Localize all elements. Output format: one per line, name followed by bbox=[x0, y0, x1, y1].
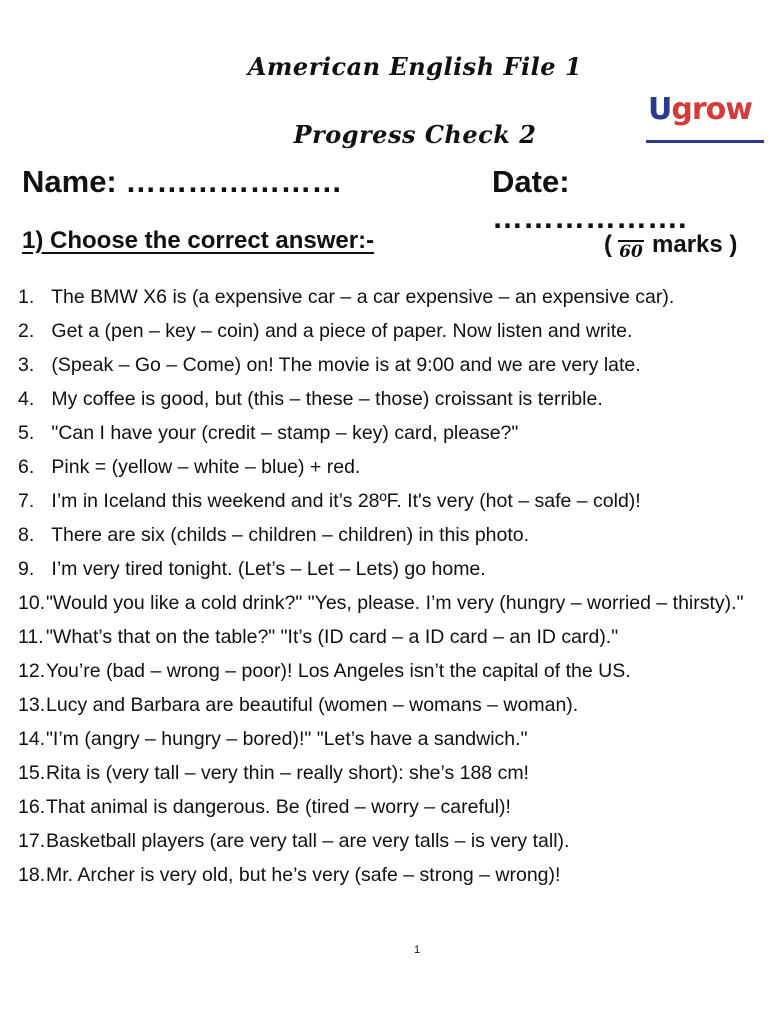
question-item bbox=[18, 722, 766, 756]
question-number: 13. bbox=[18, 694, 46, 716]
question-number: 12. bbox=[18, 660, 46, 682]
question-number: 15. bbox=[18, 762, 46, 784]
question-text: My coffee is good, but (this – these – those) croissant is terrible. bbox=[51, 388, 603, 410]
question-item bbox=[18, 314, 766, 348]
question-item bbox=[18, 348, 766, 382]
question-text: Mr. Archer is very old, but he’s very (safe – strong – wrong)! bbox=[46, 864, 561, 886]
question-text: I’m in Iceland this weekend and it’s 28ºF. It's very (hot – safe – cold)! bbox=[51, 490, 641, 512]
question-text: "What’s that on the table?" "It’s (ID card – a ID card – an ID card)." bbox=[46, 626, 619, 648]
question-number: 4. bbox=[18, 388, 35, 410]
question-item bbox=[18, 756, 766, 790]
marks-box bbox=[604, 228, 737, 262]
question-text: I’m very tired tonight. (Let’s – Let – Lets) go home. bbox=[51, 558, 486, 580]
question-item bbox=[18, 518, 766, 552]
question-item bbox=[18, 688, 766, 722]
question-item bbox=[18, 484, 766, 518]
question-number: 10. bbox=[18, 592, 46, 614]
question-number: 11. bbox=[18, 626, 44, 648]
document-subtitle: Progress Check 2 bbox=[293, 120, 537, 149]
date-field: Date: ………………. bbox=[492, 164, 687, 235]
ugrow-logo bbox=[646, 86, 766, 146]
question-text: Rita is (very tall – very thin – really short): she’s 188 cm! bbox=[46, 762, 529, 784]
question-item bbox=[18, 416, 766, 450]
question-text: There are six (childs – children – children) in this photo. bbox=[51, 524, 530, 546]
logo-letter-u: U bbox=[648, 92, 672, 127]
marks-denominator: 60 bbox=[619, 242, 643, 262]
name-field: Name: ………………… bbox=[22, 164, 343, 199]
question-item bbox=[18, 824, 766, 858]
document-title: American English File 1 bbox=[247, 52, 583, 81]
question-text: The BMW X6 is (a expensive car – a car expensive – an expensive car). bbox=[51, 286, 675, 308]
question-item bbox=[18, 280, 766, 314]
question-item bbox=[18, 586, 766, 620]
question-item bbox=[18, 552, 766, 586]
question-number: 2. bbox=[18, 320, 35, 342]
question-list bbox=[18, 280, 766, 892]
marks-fraction bbox=[618, 228, 644, 262]
question-number: 18. bbox=[18, 864, 46, 886]
question-number: 1. bbox=[18, 286, 35, 308]
question-number: 7. bbox=[18, 490, 35, 512]
question-text: "Can I have your (credit – stamp – key) card, please?" bbox=[51, 422, 519, 444]
question-item bbox=[18, 790, 766, 824]
marks-open-paren: ( bbox=[604, 231, 612, 258]
question-number: 16. bbox=[18, 796, 46, 818]
logo-underline bbox=[646, 140, 764, 143]
question-text: Lucy and Barbara are beautiful (women – womans – woman). bbox=[46, 694, 579, 716]
section-heading: 1) Choose the correct answer:- bbox=[22, 227, 375, 254]
question-item bbox=[18, 620, 766, 654]
question-number: 9. bbox=[18, 558, 35, 580]
question-text: Get a (pen – key – coin) and a piece of paper. Now listen and write. bbox=[51, 320, 633, 342]
question-item bbox=[18, 382, 766, 416]
question-number: 3. bbox=[18, 354, 35, 376]
question-text: Pink = (yellow – white – blue) + red. bbox=[51, 456, 361, 478]
question-text: "Would you like a cold drink?" "Yes, please. I’m very (hungry – worried – thirsty)." bbox=[46, 592, 744, 614]
question-text: (Speak – Go – Come) on! The movie is at 9:00 and we are very late. bbox=[51, 354, 641, 376]
page-number: 1 bbox=[413, 944, 421, 956]
question-text: That animal is dangerous. Be (tired – worry – careful)! bbox=[46, 796, 511, 818]
question-number: 14. bbox=[18, 728, 46, 750]
question-number: 17. bbox=[18, 830, 46, 852]
question-text: You’re (bad – wrong – poor)! Los Angeles isn’t the capital of the US. bbox=[46, 660, 631, 682]
question-number: 6. bbox=[18, 456, 35, 478]
logo-letters-grow: grow bbox=[671, 92, 752, 127]
question-text: Basketball players (are very tall – are very talls – is very tall). bbox=[46, 830, 570, 852]
question-item bbox=[18, 858, 766, 892]
question-item bbox=[18, 450, 766, 484]
question-text: "I’m (angry – hungry – bored)!" "Let’s have a sandwich." bbox=[46, 728, 528, 750]
question-number: 8. bbox=[18, 524, 35, 546]
marks-label: marks ) bbox=[652, 231, 738, 258]
question-number: 5. bbox=[18, 422, 35, 444]
question-item bbox=[18, 654, 766, 688]
